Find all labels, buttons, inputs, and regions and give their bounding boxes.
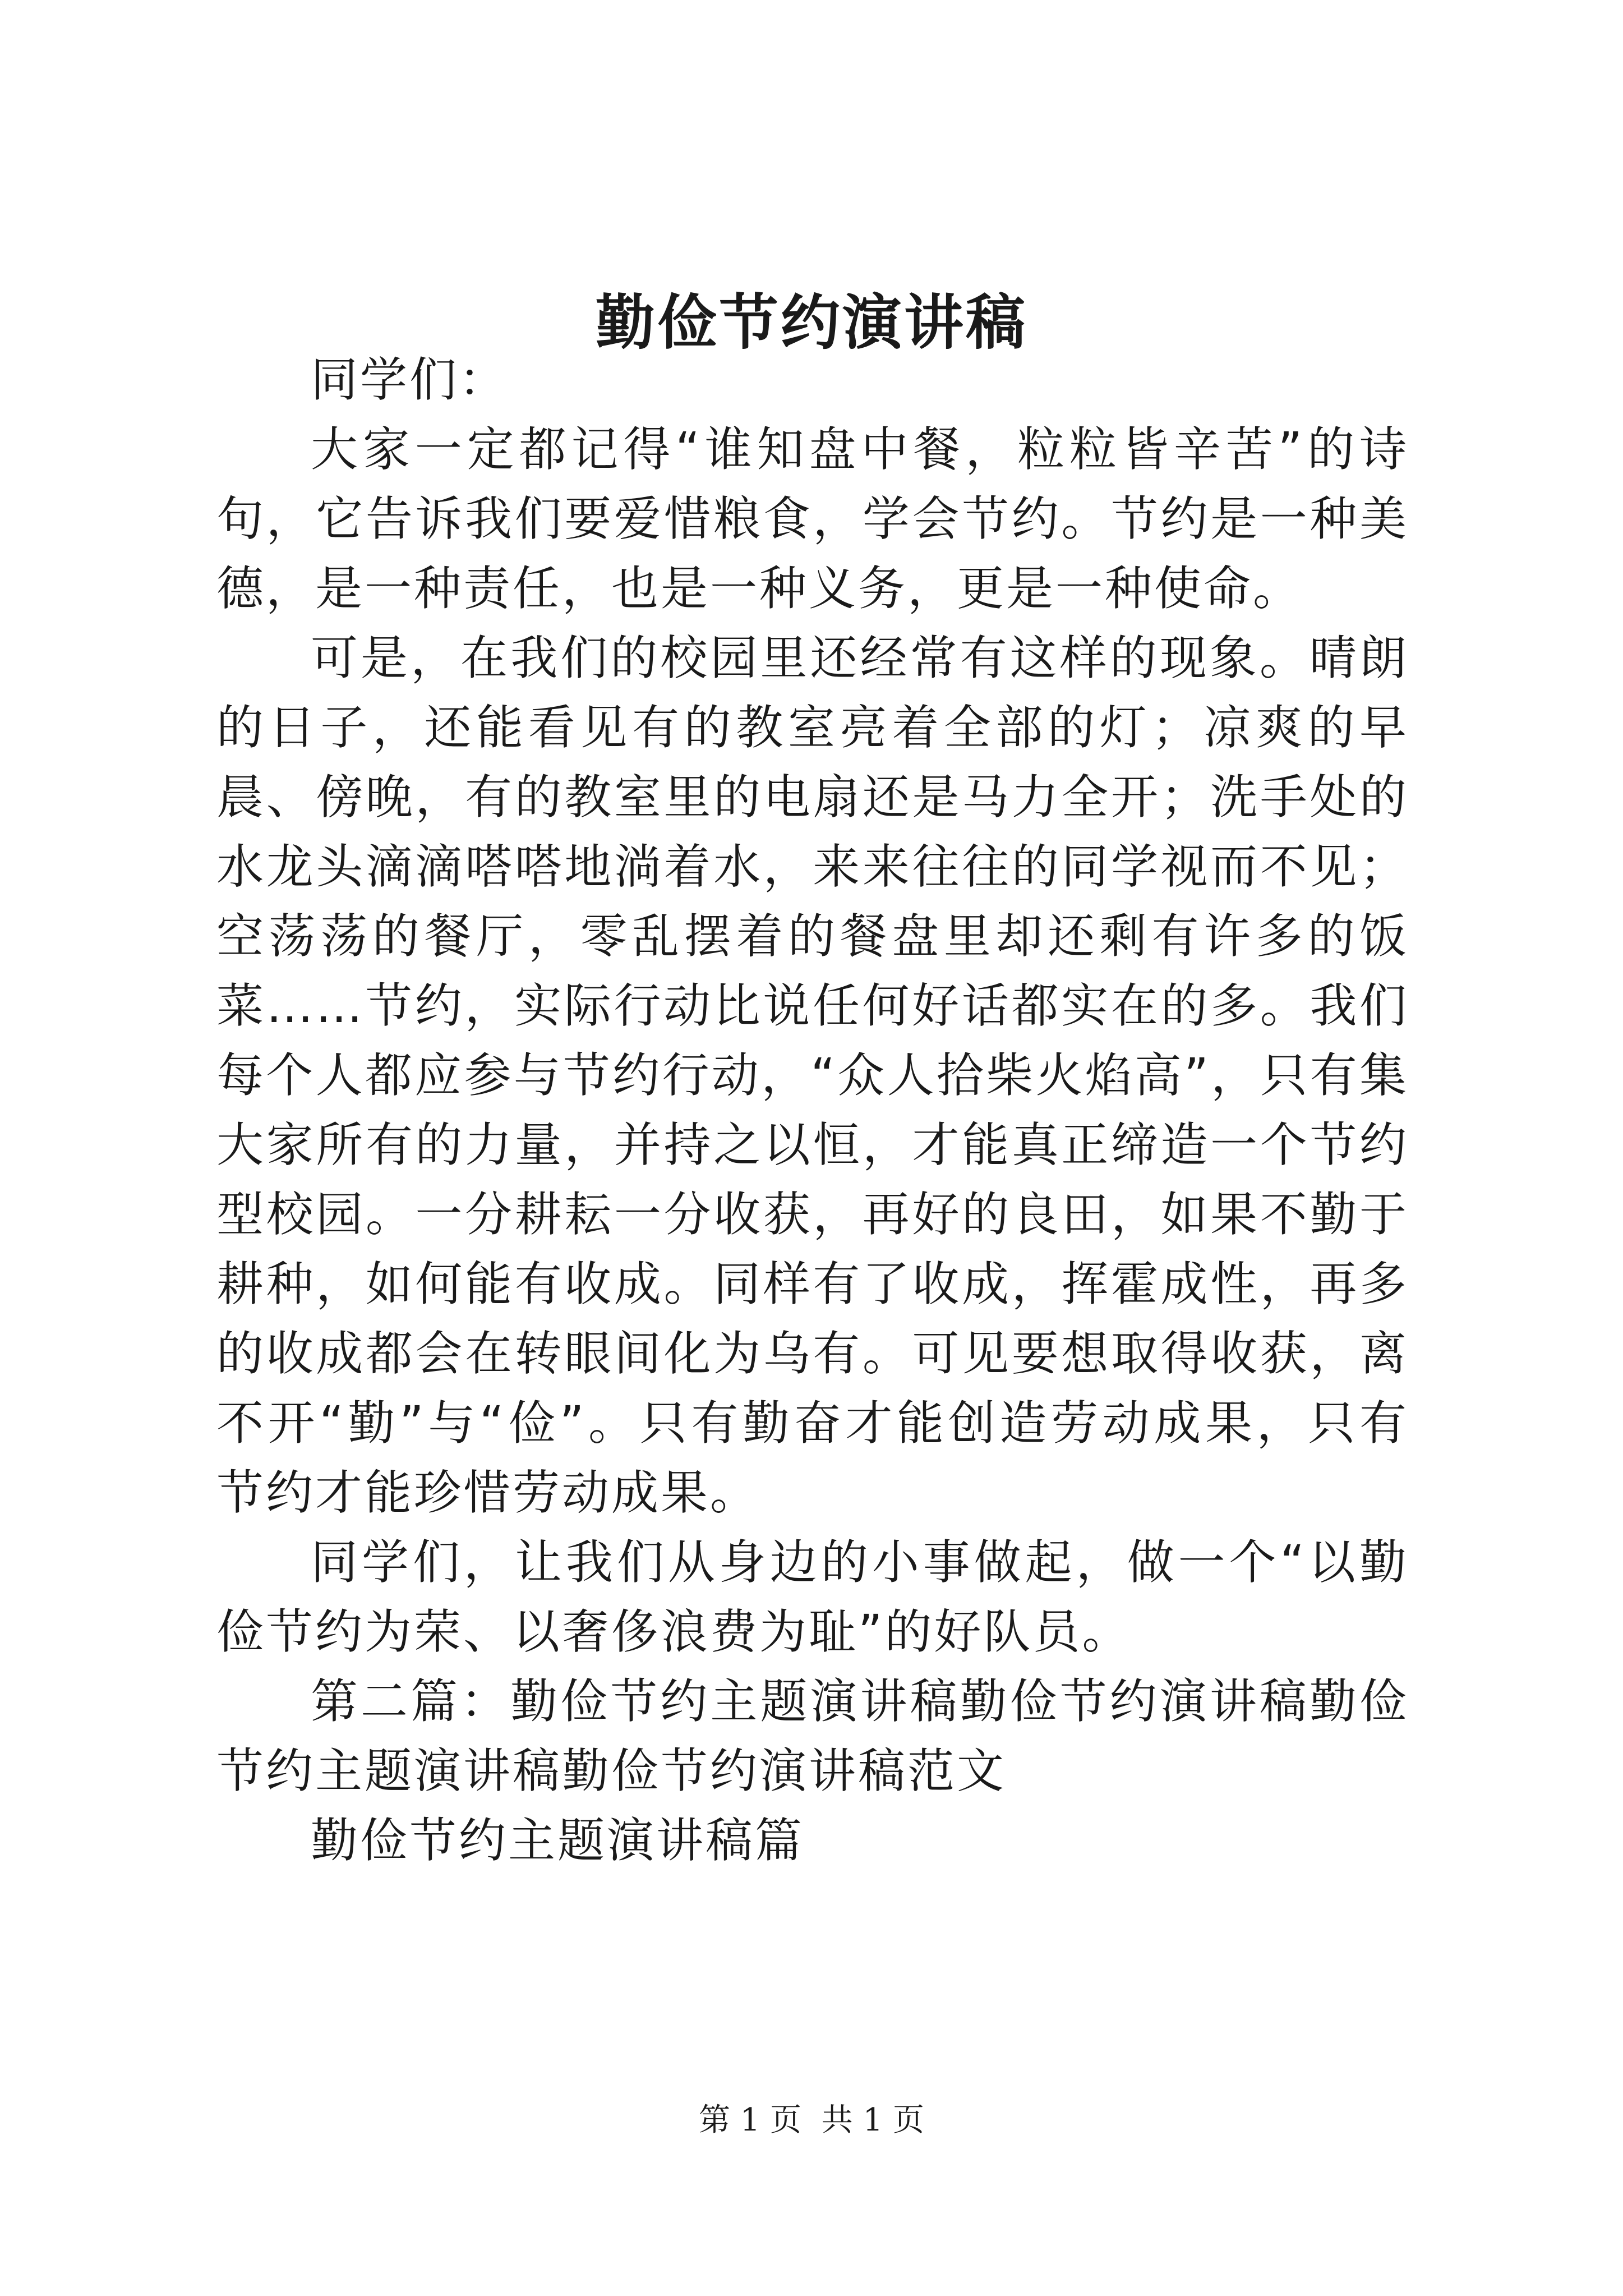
- page-footer: [0, 2101, 1623, 2140]
- paragraph-subheading: 勤俭节约主题演讲稿篇: [311, 1813, 805, 1868]
- paragraph-greeting: 同学们：: [311, 352, 509, 407]
- page-total: 共 1 页: [821, 2102, 925, 2138]
- paragraph-intro: 大家一定都记得“谁知盘中餐，粒粒皆辛苦”的诗句，它告诉我们要爱惜粮食，学会节约。节约是一种美德，是一种责任，也是一种义务，更是一种使命。: [216, 422, 1409, 616]
- paragraph-part-two-heading: 第二篇：勤俭节约主题演讲稿勤俭节约演讲稿勤俭节约主题演讲稿勤俭节约演讲稿范文: [216, 1674, 1409, 1798]
- paragraph-call-to-action: 同学们，让我们从身边的小事做起，做一个“以勤俭节约为荣、以奢侈浪费为耻”的好队员。: [216, 1535, 1409, 1659]
- page-number: 第 1 页: [698, 2102, 802, 2138]
- paragraph-campus-waste: 可是，在我们的校园里还经常有这样的现象。晴朗的日子，还能看见有的教室亮着全部的灯；凉爽的早晨、傍晚，有的教室里的电扇还是马力全开；洗手处的水龙头滴滴嗒嗒地淌着水，来来往往的同学视而不见；空荡荡的餐厅，零乱摆着的餐盘里却还剩有许多的饭菜……节约，实际行动比说任何好话都实在的多。我们每个人都应参与节约行动，“众人拾柴火焰高”，只有集大家所有的力量，并持之以恒，才能真正缔造一个节约型校园。一分耕耘一分收获，再好的良田，如果不勤于耕种，如何能有收成。同样有了收成，挥霍成性，再多的收成都会在转眼间化为乌有。可见要想取得收获，离不开“勤”与“俭”。只有勤奋才能创造劳动成果，只有节约才能珍惜劳动成果。: [216, 631, 1409, 1520]
- document-title: 勤俭节约演讲稿: [596, 287, 1027, 357]
- document-body: [216, 345, 1409, 1875]
